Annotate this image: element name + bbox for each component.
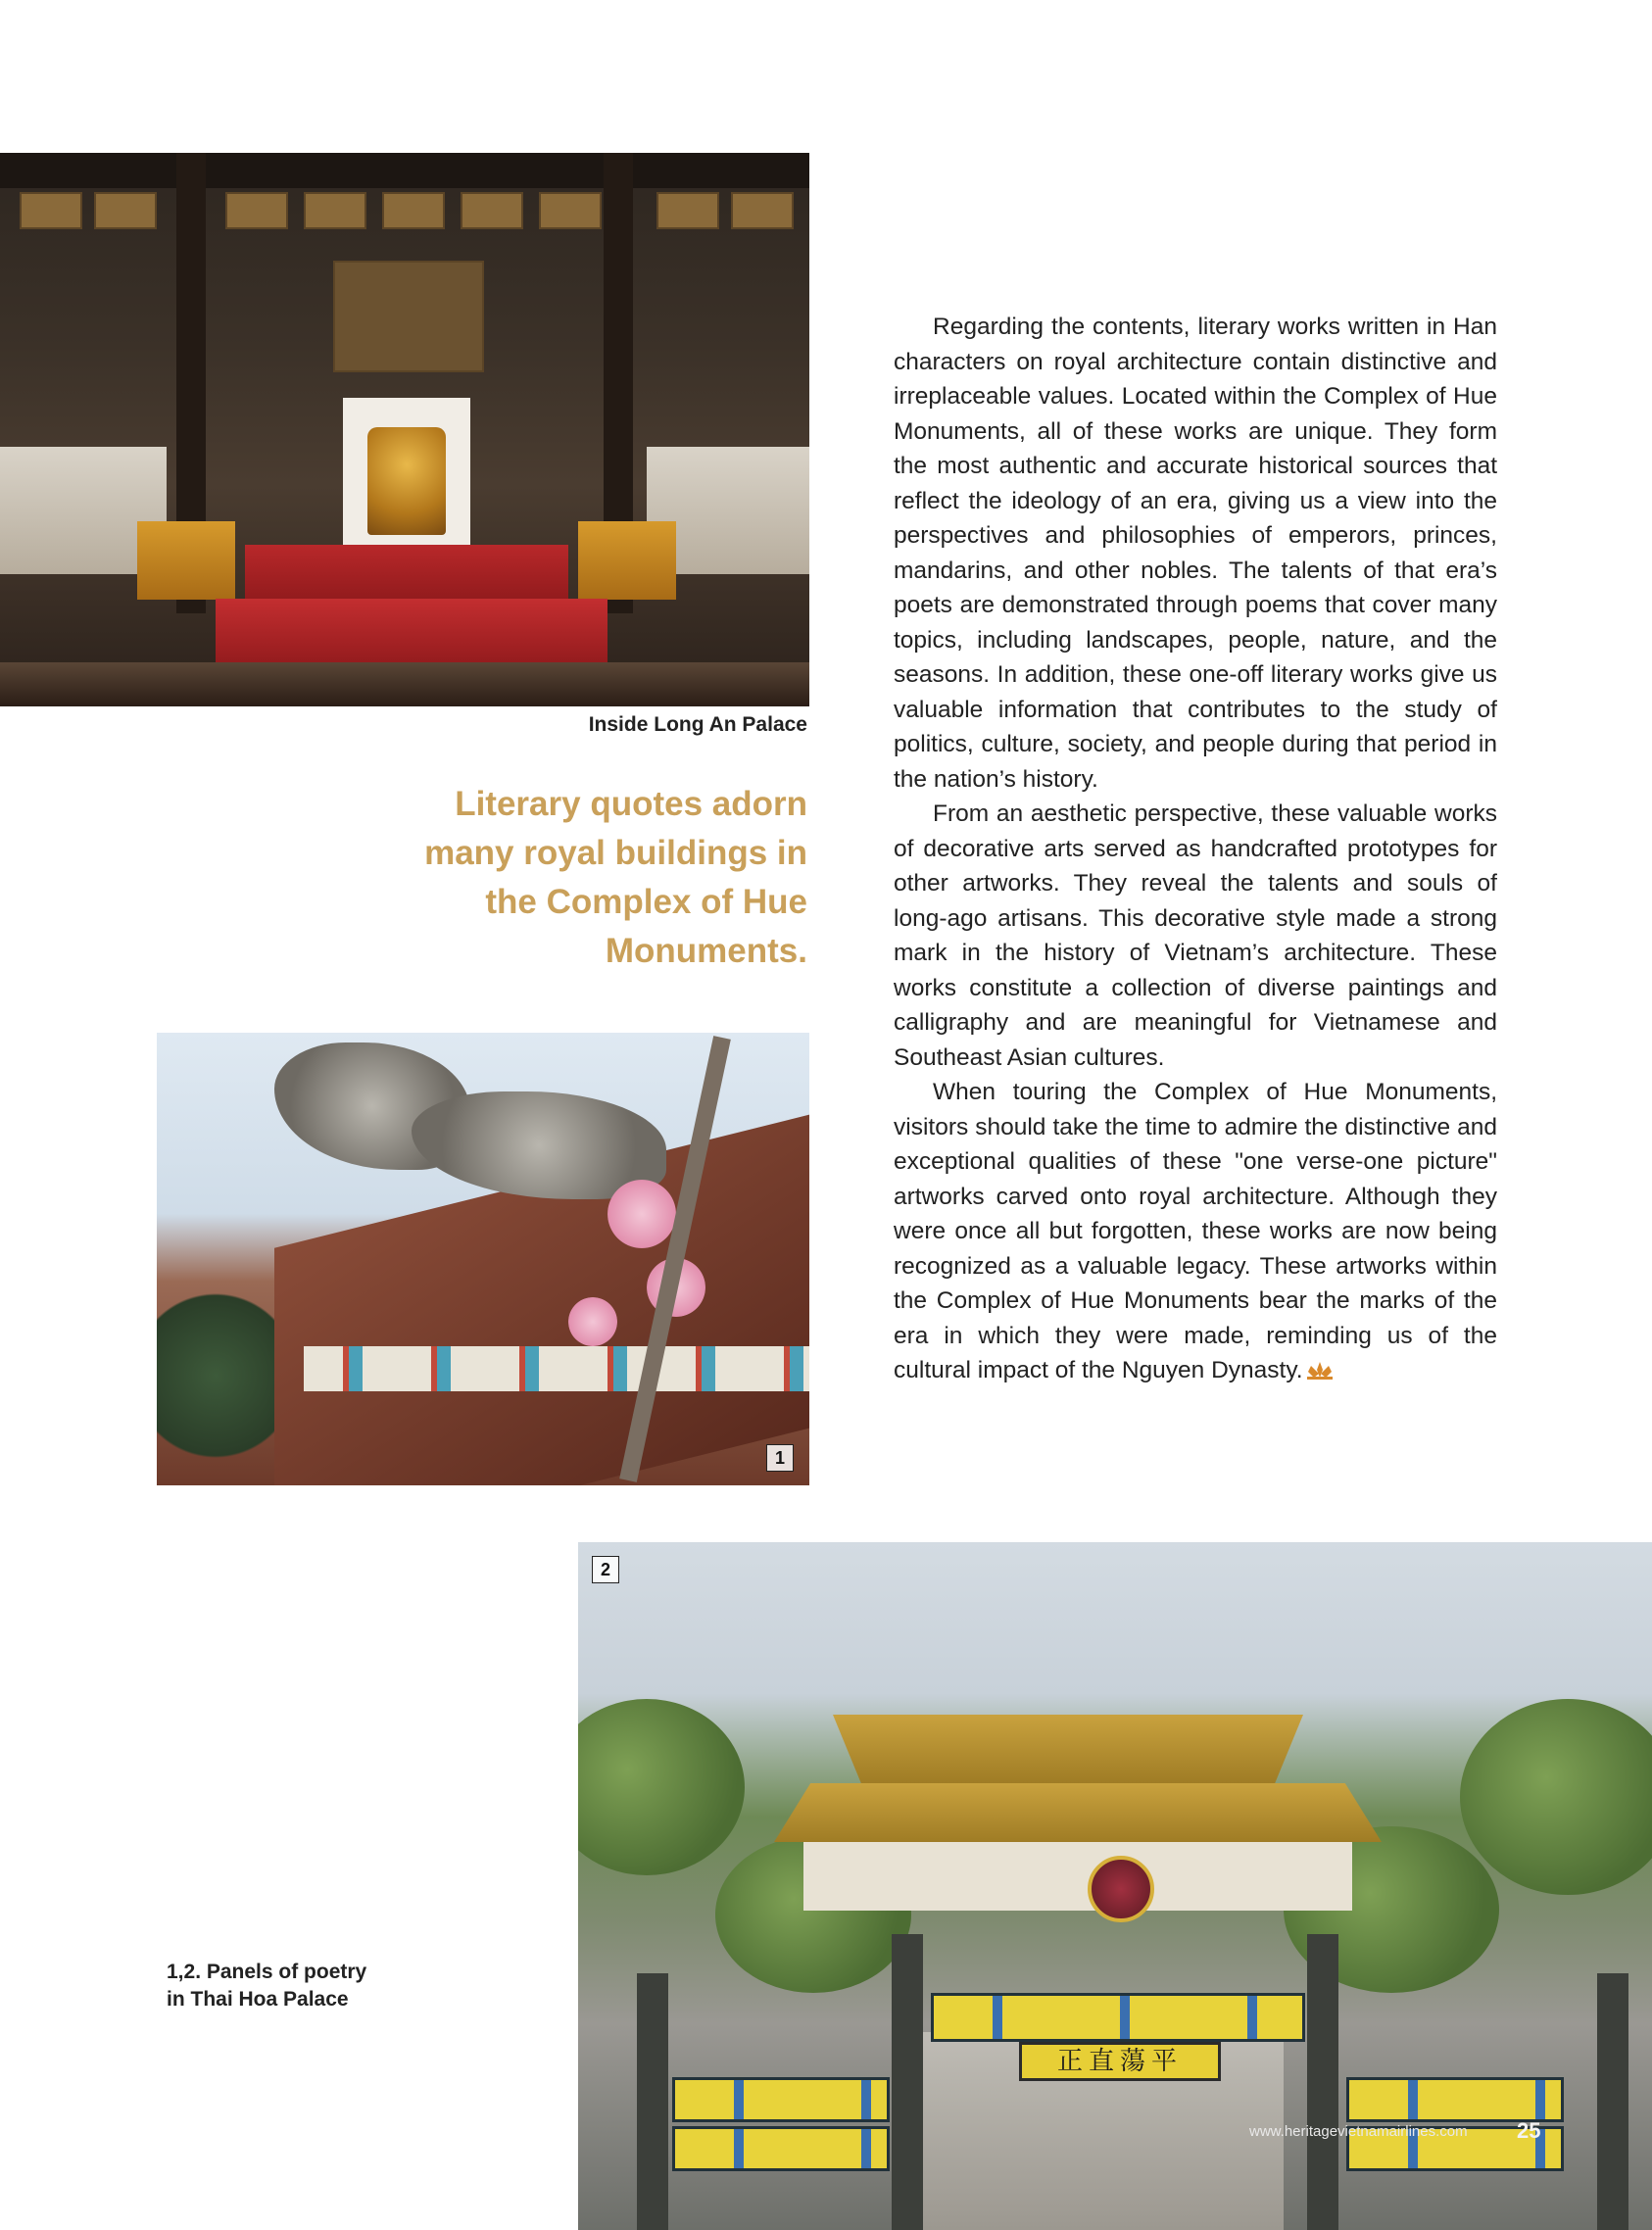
- caption-poetry-panels-line-2: in Thai Hoa Palace: [167, 1988, 349, 2011]
- photo-number-badge: 1: [766, 1444, 794, 1472]
- photo-number-badge: 2: [592, 1556, 619, 1583]
- photo-roof-dragon: [157, 1033, 809, 1485]
- body-paragraph-2: From an aesthetic perspective, these valuable works of decorative arts served as handcrafted prototypes for other artworks. They reveal the talents and souls of long-ago artisans. This decorative style made a strong mark in the history of Vietnam’s architecture. These works constitute a collection of diverse paintings and calligraphy and are meaningful for Vietnamese and Southeast Asian cultures.: [894, 800, 1497, 1071]
- photo-long-an-palace: [0, 153, 809, 706]
- photo-thai-hoa-palace: [578, 1542, 1652, 2230]
- pull-quote: Literary quotes adorn many royal buildings in the Complex of Hue Monuments.: [424, 785, 807, 970]
- caption-long-an-palace: Inside Long An Palace: [588, 713, 807, 736]
- body-paragraph-1: Regarding the contents, literary works written in Han characters on royal architecture contain distinctive and irreplaceable values. Located within the Complex of Hue Monuments, all of these works are unique. They form the most authentic and accurate historical sources that reflect the ideology of an era, giving us a view into the perspectives and philosophies of emperors, princes, mandarins, and other nobles. The talents of that era’s poets are demonstrated through poems that cover many topics, including landscapes, people, nature, and the seasons. In addition, these one-off literary works give us valuable information that contributes to the study of politics, culture, society, and people during that period in the nation’s history.: [894, 314, 1497, 793]
- caption-poetry-panels: [167, 1959, 366, 2013]
- lotus-icon: [1305, 1360, 1335, 1380]
- article-body: [894, 310, 1497, 1388]
- caption-poetry-panels-line-1: 1,2. Panels of poetry: [167, 1961, 367, 1983]
- footer-url: www.heritagevietnamairlines.com: [1249, 2123, 1468, 2140]
- page-number: 25: [1517, 2118, 1541, 2143]
- body-paragraph-3-text: When touring the Complex of Hue Monuments, visitors should take the time to admire the distinctive and exceptional qualities of these "one verse-one picture" artworks carved onto royal architecture. Although they were once all but forgotten, these works are now being recognized as a valuable legacy. These artworks within the Complex of Hue Monuments bear the marks of the era in which they were made, reminding us of the cultural impact of the Nguyen Dynasty.: [894, 1079, 1497, 1383]
- body-paragraph-3: [894, 1075, 1497, 1388]
- gate-inscription: 正直蕩平: [1019, 2042, 1221, 2081]
